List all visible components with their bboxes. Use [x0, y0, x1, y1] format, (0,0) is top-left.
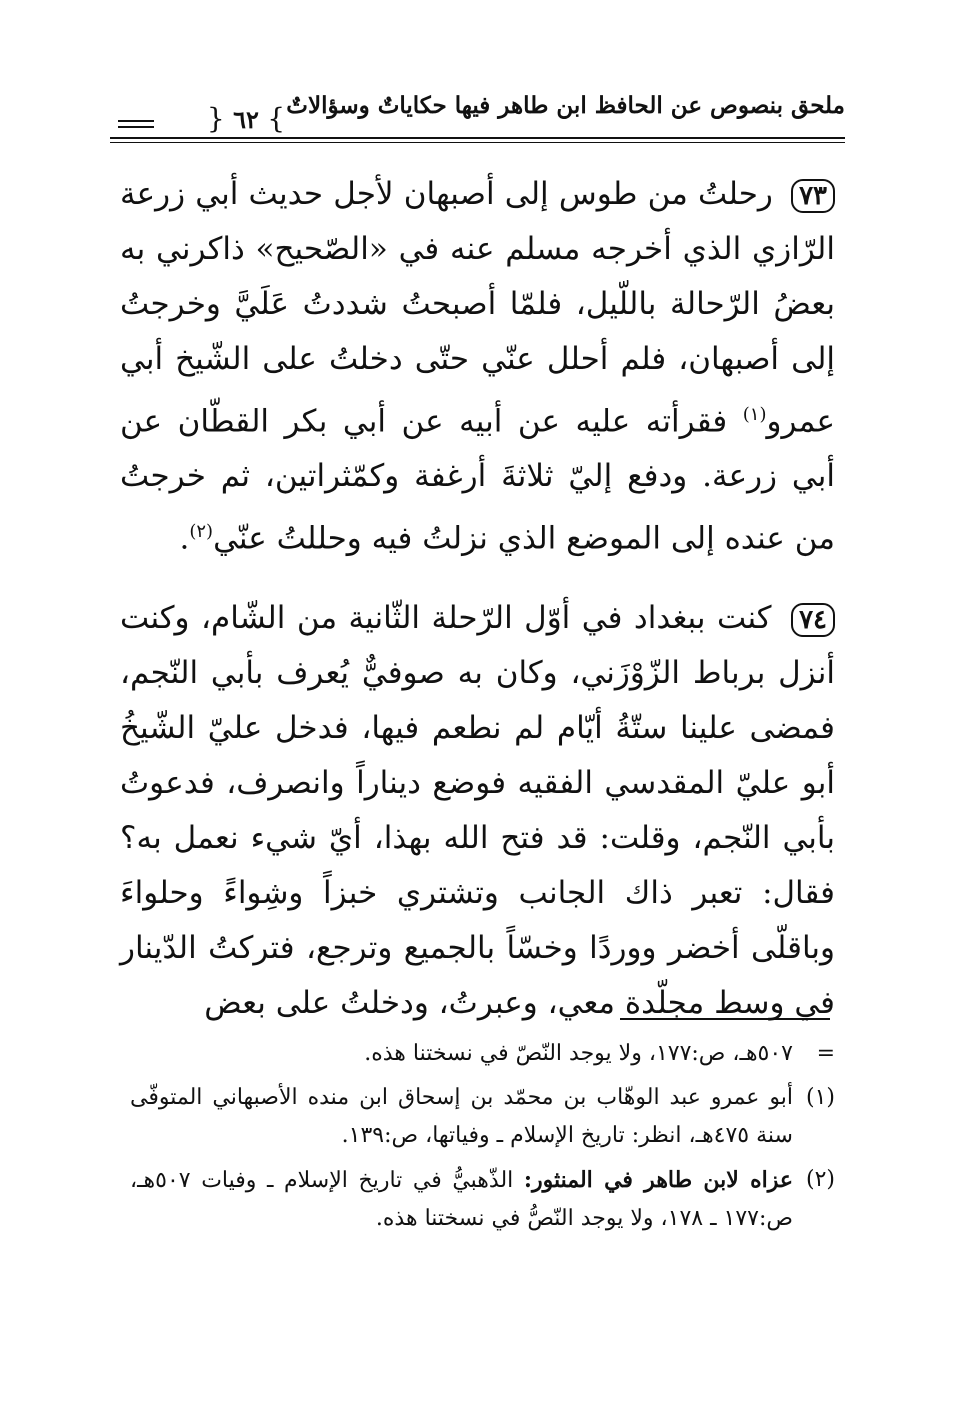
- footnote-body: الذّهبيُّ في تاريخ الإسلام ـ وفيات ٥٠٧هـ، ص:١٧٧ ـ ١٧٨، ولا يوجد النّصُّ في نسختنا هذه.: [130, 1168, 793, 1231]
- bracket-right-icon: }: [267, 102, 286, 135]
- header-dash: [118, 126, 154, 128]
- paragraph-number-badge: ٧٤: [791, 603, 835, 637]
- footnotes: [130, 1035, 835, 1244]
- main-text: [120, 167, 835, 1055]
- footnote-text: [130, 1161, 793, 1238]
- paragraph-74: [120, 591, 835, 1031]
- header-rule-thin: [110, 142, 845, 143]
- footnote-ref: (١): [742, 404, 767, 425]
- paragraph-73: [120, 167, 835, 567]
- paragraph-end: .: [179, 520, 190, 557]
- footnote-ref: (٢): [189, 521, 214, 543]
- page-number: [200, 102, 292, 136]
- header-dash: [118, 120, 154, 122]
- page-header: [110, 82, 845, 142]
- footnote-continuation: [130, 1035, 835, 1073]
- paragraph-number-badge: ٧٣: [791, 179, 835, 213]
- footnote-text: أبو عمرو عبد الوهّاب بن محمّد بن إسحاق ابن منده الأصبهاني المتوفّى سنة ٤٧٥هـ، انظر: تاريخ الإسلام ـ وفياتها، ص:١٣٩.: [130, 1085, 793, 1148]
- footnote-mark: (٢): [805, 1167, 835, 1192]
- header-rule: [110, 137, 845, 139]
- paragraph-text-continued: فقرأته عليه عن أبيه عن أبي بكر القطّان عن أبي زرعة. ودفع إليّ ثلاثةَ أرغفة وكمّثراتين، ثم خرجتُ من عنده إلى الموضع الذي نزلتُ فيه وحللتُ عنّي: [120, 403, 835, 557]
- paragraph-text: رحلتُ من طوس إلى أصبهان لأجل حديث أبي زرعة الرّازي الذي أخرجه مسلم عنه في «الصّحيح» ذاكرني به بعضُ الرّحالة باللّيل، فلمّا أصبحتُ شددتُ عَلَيَّ وخرجتُ إلى أصبهان، فلم أحلل عنّي حتّى دخلتُ على الشّيخ أبي عمرو: [120, 176, 835, 440]
- running-title: ملحق بنصوص عن الحافظ ابن طاهر فيها حكاياتٌ وسؤالاتٌ: [286, 92, 845, 119]
- bracket-left-icon: {: [206, 102, 225, 135]
- footnote-text: ٥٠٧هـ، ص:١٧٧، ولا يوجد النّصّ في نسختنا هذه.: [364, 1041, 793, 1066]
- footnote-2: [130, 1161, 835, 1238]
- page-number-value: ٦٢: [233, 105, 259, 134]
- footnote-mark: (١): [805, 1085, 835, 1110]
- paragraph-text: كنت ببغداد في أوّل الرّحلة الثّانية من الشّام، وكنت أنزل برباط الزّوْزَني، وكان به صوفيٌّ يُعرف بأبي النّجم، فمضى علينا ستّةُ أيّام لم نطعم فيها، فدخل عليّ الشّيخُ أبو عليّ المقدسي الفقيه فوضع ديناراً وانصرف، فدعوتُ بأبي النّجم، وقلت: قد فتح الله بهذا، أيّ شيء نعمل به؟ فقال: تعبر ذاك الجانب وتشتري خبزاً وشِواءً وحلواءَ وباقلّى أخضر ووردًا وخسّاً بالجميع وترجع، فتركتُ الدّينار في وسط مجلّدة معي، وعبرتُ، ودخلتُ على بعض: [120, 599, 835, 1021]
- footnote-separator: [620, 1018, 830, 1020]
- footnote-1: [130, 1079, 835, 1155]
- footnote-source: عزاه لابن طاهر في المنثور:: [523, 1167, 793, 1193]
- footnote-mark: =: [816, 1041, 835, 1066]
